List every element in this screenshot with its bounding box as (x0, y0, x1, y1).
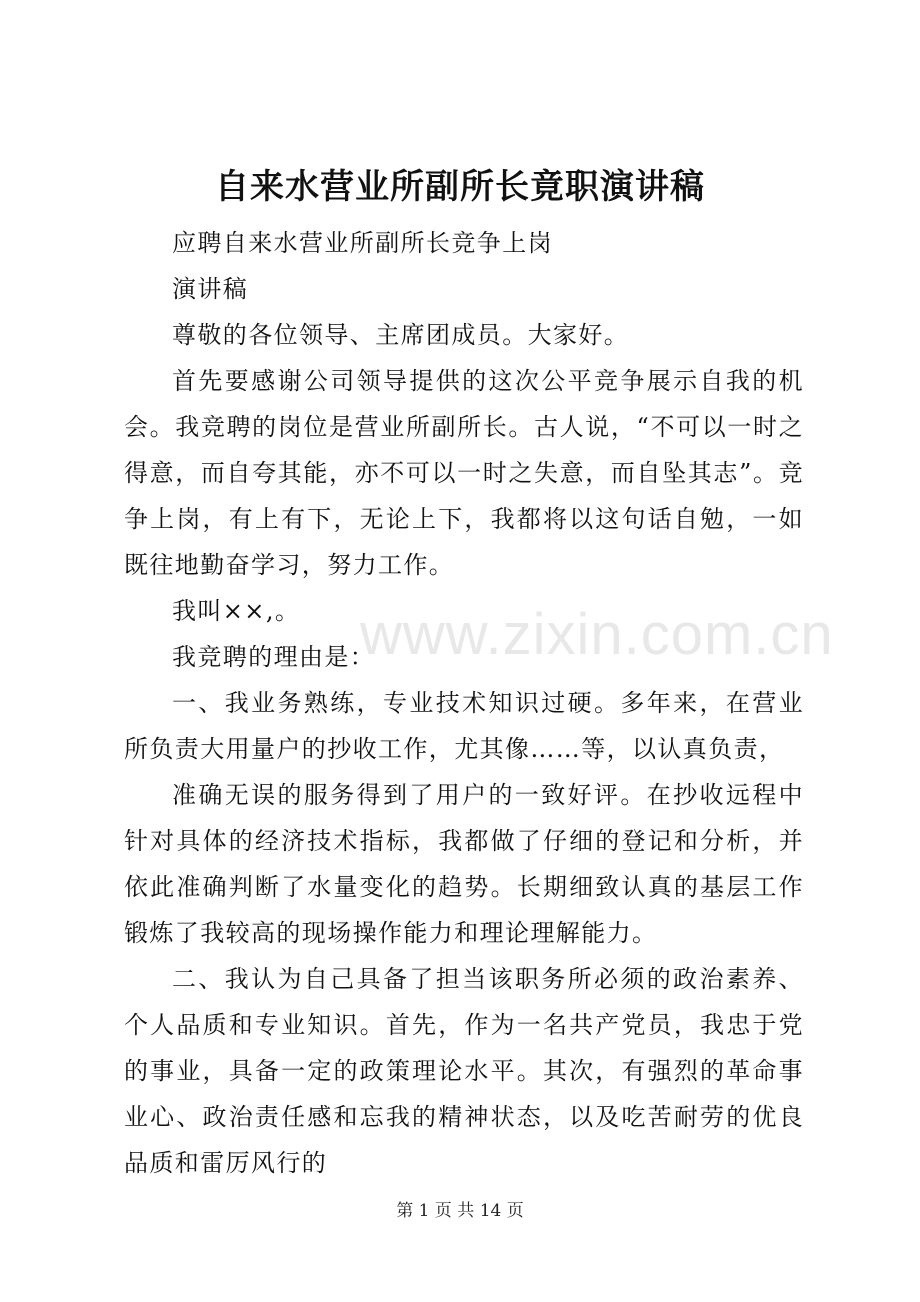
paragraph-8: 准确无误的服务得到了用户的一致好评。在抄收远程中针对具体的经济技术指标，我都做了仔细的登记和分析，并依此准确判断了水量变化的趋势。长期细致认真的基层工作锻炼了我较高的现场操作能力和理论理解能力。 (124, 781, 804, 947)
watermark: www.zixin.com.cn (360, 602, 834, 667)
paragraph-7: 一、我业务熟练，专业技术知识过硬。多年来，在营业所负责大用量户的抄收工作，尤其像……等，以认真负责， (124, 689, 804, 763)
paragraph-9: 二、我认为自己具备了担当该职务所必须的政治素养、个人品质和专业知识。首先，作为一名共产党员，我忠于党的事业，具备一定的政策理论水平。其次，有强烈的革命事业心、政治责任感和忘我的精神状态，以及吃苦耐劳的优良品质和雷厉风行的 (124, 965, 804, 1177)
paragraph-4: 首先要感谢公司领导提供的这次公平竞争展示自我的机会。我竞聘的岗位是营业所副所长。古人说，“不可以一时之得意，而自夸其能，亦不可以一时之失意，而自坠其志”。竞争上岗，有上有下，无论上下，我都将以这句话自勉，一如既往地勤奋学习，努力工作。 (124, 367, 804, 579)
paragraph-5: 我叫××,。 (172, 597, 301, 625)
page-footer: 第 1 页 共 14 页 (396, 1201, 524, 1221)
paragraph-3: 尊敬的各位领导、主席团成员。大家好。 (172, 321, 630, 349)
document-title: 自来水营业所副所长竟职演讲稿 (215, 167, 705, 207)
paragraph-1: 应聘自来水营业所副所长竞争上岗 (172, 229, 553, 257)
paragraph-2: 演讲稿 (172, 275, 249, 303)
document-body (124, 220, 804, 1186)
paragraph-6: 我竞聘的理由是： (172, 643, 376, 671)
